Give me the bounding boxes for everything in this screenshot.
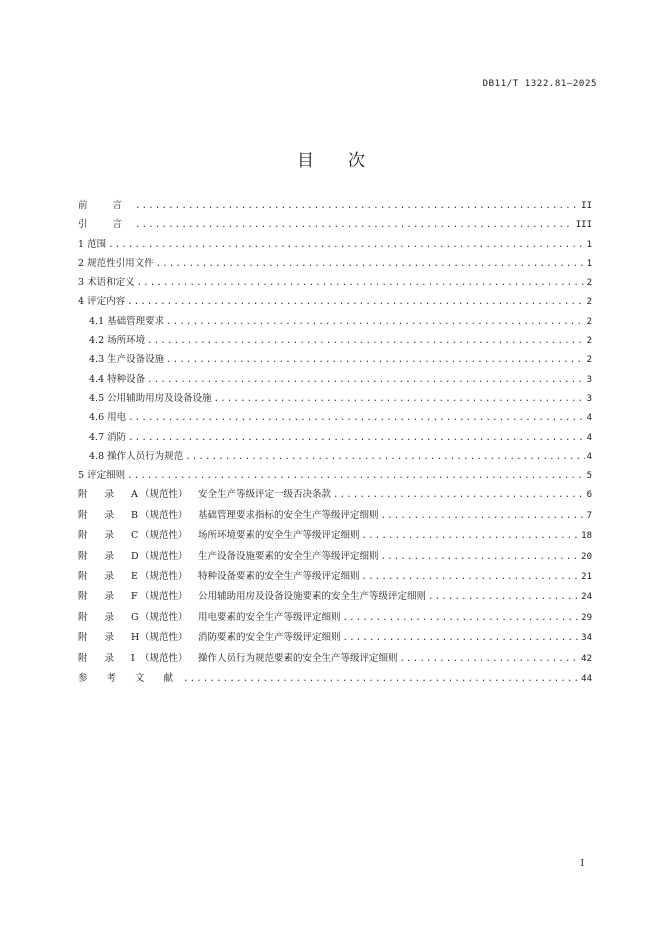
dot-leader bbox=[166, 317, 584, 327]
dot-leader bbox=[166, 355, 584, 365]
toc-entry-label: 4.4 特种设备 bbox=[89, 373, 146, 385]
dot-leader bbox=[128, 413, 584, 423]
toc-entry-label: 3 术语和定义 bbox=[78, 277, 135, 289]
dot-leader bbox=[156, 259, 585, 269]
appendix-title: 公用辅助用房及设备设施要素的安全生产等级评定细则 bbox=[198, 591, 427, 603]
dot-leader bbox=[127, 297, 585, 307]
dot-leader bbox=[135, 220, 574, 230]
appendix-prefix: 附 录 G bbox=[78, 611, 146, 623]
appendix-prefix: 附 录 A bbox=[78, 489, 145, 501]
toc-entry-introduction[interactable] bbox=[78, 216, 592, 235]
toc-entry-4-4[interactable] bbox=[78, 371, 592, 390]
toc-entry-appendix-e[interactable] bbox=[78, 568, 592, 588]
toc-entry-page: 3 bbox=[586, 393, 592, 404]
toc-entry-label bbox=[78, 486, 331, 500]
toc-entry-label: 前 言 bbox=[78, 200, 134, 211]
toc-entry-label: 4.8 操作人员行为规范 bbox=[89, 450, 184, 462]
toc-entry-4-2[interactable] bbox=[78, 332, 592, 351]
toc-entry-page: 1 bbox=[586, 258, 592, 269]
toc-entry-appendix-h[interactable] bbox=[78, 629, 592, 649]
toc-entry-page: III bbox=[575, 220, 592, 231]
toc-entry-4-5[interactable] bbox=[78, 390, 592, 409]
dot-leader bbox=[333, 490, 585, 500]
appendix-type: （规范性） bbox=[140, 489, 188, 501]
toc-entry-4-6[interactable] bbox=[78, 409, 592, 428]
toc-entry-page: 2 bbox=[586, 297, 592, 308]
toc-entry-assessment-content[interactable] bbox=[78, 293, 592, 312]
dot-leader bbox=[428, 592, 579, 602]
toc-entry-4-8[interactable] bbox=[78, 448, 592, 467]
toc-entry-label: 1 范围 bbox=[78, 238, 107, 250]
toc-entry-references[interactable] bbox=[78, 670, 592, 690]
toc-entry-label: 2 规范性引用文件 bbox=[78, 257, 154, 269]
appendix-type: （规范性） bbox=[140, 652, 188, 664]
dot-leader bbox=[362, 531, 580, 541]
toc-entry-appendix-i[interactable] bbox=[78, 650, 592, 670]
toc-entry-label: 5 评定细则 bbox=[78, 470, 126, 482]
appendix-type: （规范性） bbox=[140, 509, 188, 521]
appendix-title: 特种设备要素的安全生产等级评定细则 bbox=[198, 571, 360, 583]
dot-leader bbox=[147, 375, 584, 385]
toc-entry-page: 20 bbox=[581, 551, 592, 562]
page-number: I bbox=[580, 859, 584, 869]
page-title: 目次 bbox=[297, 151, 399, 171]
appendix-title: 基础管理要求指标的安全生产等级评定细则 bbox=[198, 509, 379, 521]
toc-entry-page: 2 bbox=[586, 336, 592, 347]
toc-entry-page: II bbox=[581, 201, 592, 211]
toc-entry-label: 参 考 文 献 bbox=[78, 672, 182, 684]
appendix-type: （规范性） bbox=[140, 611, 188, 623]
dot-leader bbox=[137, 278, 585, 288]
dot-leader bbox=[343, 613, 580, 623]
dot-leader bbox=[214, 394, 585, 404]
toc-entry-appendix-g[interactable] bbox=[78, 609, 592, 629]
toc-entry-assessment-rules[interactable] bbox=[78, 467, 592, 486]
appendix-title: 安全生产等级评定一级否决条款 bbox=[198, 489, 332, 501]
toc-entry-label: 4.3 生产设备设施 bbox=[89, 354, 165, 366]
appendix-title: 操作人员行为规范要素的安全生产等级评定细则 bbox=[198, 652, 398, 664]
toc-entry-page: 4 bbox=[586, 432, 592, 443]
toc-entry-page: 6 bbox=[586, 490, 592, 501]
toc-entry-label bbox=[78, 650, 398, 664]
toc-entry-label: 4.6 用电 bbox=[89, 412, 127, 424]
toc-entry-label bbox=[78, 527, 360, 541]
appendix-title: 用电要素的安全生产等级评定细则 bbox=[198, 611, 341, 623]
toc-entry-page: 7 bbox=[586, 510, 592, 521]
dot-leader bbox=[135, 201, 579, 211]
toc-entry-page: 2 bbox=[586, 316, 592, 327]
appendix-prefix: 附 录 B bbox=[78, 509, 146, 521]
dot-leader bbox=[185, 452, 584, 462]
toc-entry-label bbox=[78, 609, 341, 623]
dot-leader bbox=[127, 471, 585, 481]
toc-entry-4-7[interactable] bbox=[78, 429, 592, 448]
toc-entry-page: 1 bbox=[586, 239, 592, 250]
toc-entry-page: 4 bbox=[586, 413, 592, 424]
dot-leader bbox=[183, 674, 579, 684]
toc-entry-page: 4 bbox=[586, 451, 592, 462]
toc-entry-page: 24 bbox=[581, 592, 592, 603]
toc-entry-appendix-f[interactable] bbox=[78, 588, 592, 608]
toc-entry-label: 引 言 bbox=[78, 219, 134, 231]
toc-entry-appendix-b[interactable] bbox=[78, 507, 592, 527]
dot-leader bbox=[108, 240, 585, 250]
toc-entry-label bbox=[78, 548, 379, 562]
appendix-prefix: 附 录 I bbox=[78, 652, 142, 664]
appendix-type: （规范性） bbox=[140, 571, 188, 583]
dot-leader bbox=[381, 552, 580, 562]
toc-entry-page: 2 bbox=[586, 278, 592, 289]
appendix-type: （规范性） bbox=[140, 591, 188, 603]
table-of-contents bbox=[78, 197, 592, 690]
dot-leader bbox=[147, 336, 584, 346]
toc-entry-label: 4.5 公用辅助用房及设备设施 bbox=[89, 392, 212, 404]
toc-entry-page: 44 bbox=[581, 673, 592, 684]
dot-leader bbox=[343, 633, 580, 643]
toc-entry-4-3[interactable] bbox=[78, 351, 592, 370]
toc-entry-page: 2 bbox=[586, 355, 592, 366]
toc-entry-normative-references[interactable] bbox=[78, 255, 592, 274]
appendix-prefix: 附 录 E bbox=[78, 571, 145, 583]
toc-entry-foreword[interactable] bbox=[78, 197, 592, 216]
toc-entry-label: 4.7 消防 bbox=[89, 431, 127, 443]
toc-entry-page: 3 bbox=[586, 374, 592, 385]
toc-entry-label bbox=[78, 629, 341, 643]
toc-entry-label: 4.2 场所环境 bbox=[89, 335, 146, 347]
toc-entry-label bbox=[78, 588, 426, 602]
toc-entry-4-1[interactable] bbox=[78, 313, 592, 332]
toc-entry-label: 4 评定内容 bbox=[78, 296, 126, 308]
dot-leader bbox=[128, 433, 584, 443]
toc-entry-page: 34 bbox=[581, 633, 592, 644]
dot-leader bbox=[381, 511, 585, 521]
appendix-prefix: 附 录 D bbox=[78, 550, 146, 562]
toc-entry-label bbox=[78, 507, 379, 521]
dot-leader bbox=[400, 654, 580, 664]
appendix-title: 场所环境要素的安全生产等级评定细则 bbox=[198, 530, 360, 542]
toc-entry-appendix-a[interactable] bbox=[78, 486, 592, 506]
appendix-type: （规范性） bbox=[140, 530, 188, 542]
toc-entry-scope[interactable] bbox=[78, 236, 592, 255]
toc-entry-appendix-c[interactable] bbox=[78, 527, 592, 547]
toc-entry-terms[interactable] bbox=[78, 274, 592, 293]
appendix-title: 生产设备设施要素的安全生产等级评定细则 bbox=[198, 550, 379, 562]
appendix-prefix: 附 录 F bbox=[78, 591, 145, 603]
toc-entry-page: 29 bbox=[581, 612, 592, 623]
document-code: DB11/T 1322.81—2025 bbox=[482, 79, 597, 89]
dot-leader bbox=[362, 572, 580, 582]
appendix-title: 消防要素的安全生产等级评定细则 bbox=[198, 632, 341, 644]
toc-entry-appendix-d[interactable] bbox=[78, 548, 592, 568]
toc-entry-page: 42 bbox=[581, 653, 592, 664]
appendix-type: （规范性） bbox=[140, 632, 188, 644]
appendix-prefix: 附 录 C bbox=[78, 530, 146, 542]
toc-entry-page: 21 bbox=[581, 572, 592, 583]
appendix-prefix: 附 录 H bbox=[78, 632, 147, 644]
toc-entry-page: 18 bbox=[581, 531, 592, 542]
toc-entry-label bbox=[78, 568, 360, 582]
toc-entry-page: 5 bbox=[586, 471, 592, 482]
appendix-type: （规范性） bbox=[140, 550, 188, 562]
toc-entry-label: 4.1 基础管理要求 bbox=[89, 315, 165, 327]
